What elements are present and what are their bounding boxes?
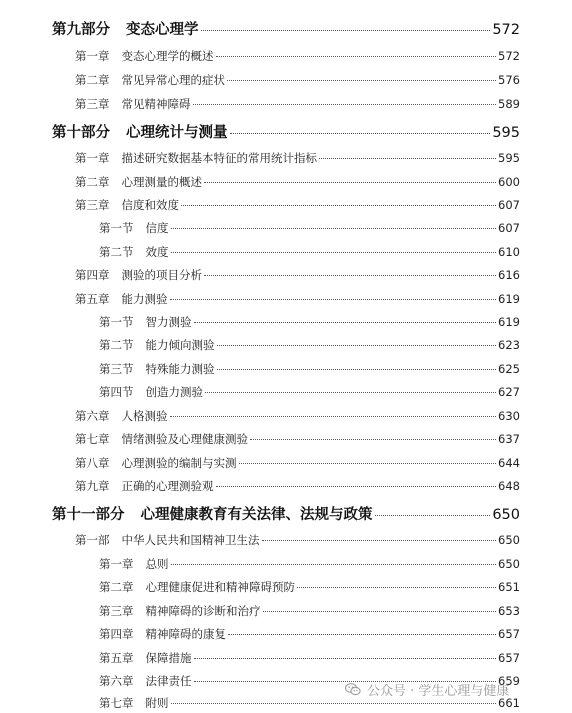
toc-page-number: 627 [498, 385, 520, 399]
toc-page-number: 607 [498, 221, 520, 235]
toc-section[interactable] [99, 579, 520, 595]
toc-number: 第八章 [75, 456, 110, 470]
toc-number: 第一节 [99, 221, 134, 235]
toc-chapter[interactable] [75, 478, 520, 494]
toc-section[interactable] [99, 650, 520, 666]
toc-title: 法律责任 [145, 674, 192, 688]
wechat-icon [345, 683, 361, 696]
toc-title: 人格测验 [121, 409, 168, 423]
toc-title: 总则 [145, 557, 169, 571]
toc-chapter[interactable] [75, 150, 520, 166]
toc-number: 第一节 [99, 315, 134, 329]
toc-chapter[interactable] [75, 48, 520, 64]
toc-page-number: 625 [498, 362, 520, 376]
toc-title: 心理统计与测量 [126, 125, 228, 141]
toc-number: 第二节 [99, 245, 134, 259]
toc-number: 第三节 [99, 362, 134, 376]
toc-title: 信度 [145, 221, 169, 235]
toc-number: 第五章 [99, 651, 134, 665]
toc-page-number: 644 [498, 456, 520, 470]
toc-page-number: 600 [498, 175, 520, 189]
toc-title: 中华人民共和国精神卫生法 [121, 533, 260, 547]
toc-page-number: 619 [498, 292, 520, 306]
toc-number: 第四章 [75, 268, 110, 282]
toc-chapter[interactable] [75, 174, 520, 190]
toc-section[interactable] [99, 337, 520, 353]
toc-number: 第六章 [75, 409, 110, 423]
toc-number: 第七章 [75, 432, 110, 446]
toc-section[interactable] [99, 556, 520, 572]
toc-title: 效度 [145, 245, 169, 259]
dot-leader [216, 486, 497, 487]
dot-leader [204, 275, 496, 276]
dot-leader [239, 463, 497, 464]
toc-number: 第十部分 [52, 125, 110, 141]
toc-number: 第二章 [75, 73, 110, 87]
toc-title: 心理测验的编制与实测 [121, 456, 237, 470]
toc-title: 情绪测验及心理健康测验 [121, 432, 248, 446]
dot-leader [171, 252, 497, 253]
toc-title: 心理测量的概述 [121, 175, 202, 189]
toc-number: 第三章 [75, 198, 110, 212]
toc-page-number: 637 [498, 432, 520, 446]
toc-page-number: 657 [498, 627, 520, 641]
toc-page-number: 648 [498, 479, 520, 493]
watermark-text: 公众号 · 学生心理与健康 [367, 684, 510, 699]
toc-number: 第一章 [75, 49, 110, 63]
toc-page-number: 589 [498, 97, 520, 111]
toc-title: 心理健康促进和精神障碍预防 [145, 580, 295, 594]
toc-number: 第四节 [99, 385, 134, 399]
toc-title: 保障措施 [145, 651, 192, 665]
toc-section[interactable] [99, 220, 520, 236]
dot-leader [171, 228, 497, 229]
toc-number: 第一章 [75, 151, 110, 165]
dot-leader [228, 634, 496, 635]
toc-page-number: 595 [498, 151, 520, 165]
toc-part[interactable] [52, 503, 520, 524]
toc-title: 常见精神障碍 [121, 97, 191, 111]
toc-page-number: 653 [498, 604, 520, 618]
toc-page-number: 619 [498, 315, 520, 329]
toc-title: 能力倾向测验 [145, 338, 215, 352]
dot-leader [181, 205, 496, 206]
toc-part[interactable] [52, 18, 520, 39]
toc-number: 第二节 [99, 338, 134, 352]
toc-number: 第三章 [75, 97, 110, 111]
toc-page-number: 623 [498, 338, 520, 352]
dot-leader [250, 439, 496, 440]
toc-chapter[interactable] [75, 72, 520, 88]
dot-leader [205, 392, 496, 393]
toc-page-number: 661 [498, 696, 520, 710]
toc-title: 变态心理学 [126, 22, 199, 38]
toc-chapter[interactable] [75, 197, 520, 213]
toc-title: 创造力测验 [145, 385, 203, 399]
dot-leader [297, 587, 496, 588]
dot-leader [262, 540, 497, 541]
toc-page-number: 650 [498, 557, 520, 571]
dot-leader [227, 80, 496, 81]
toc-section[interactable] [99, 361, 520, 377]
toc-number: 第九章 [75, 479, 110, 493]
toc-page-number: 607 [498, 198, 520, 212]
toc-page-number: 657 [498, 651, 520, 665]
dot-leader [263, 611, 497, 612]
toc-number: 第一章 [99, 557, 134, 571]
toc-number: 第六章 [99, 674, 134, 688]
toc-page-number: 572 [492, 22, 520, 38]
dot-leader [216, 56, 497, 57]
toc-chapter[interactable] [75, 291, 520, 307]
toc-section[interactable] [99, 626, 520, 642]
toc-number: 第七章 [99, 696, 134, 710]
toc-page-number: 610 [498, 245, 520, 259]
toc-title: 特殊能力测验 [145, 362, 215, 376]
toc-page-number: 651 [498, 580, 520, 594]
toc-page-number: 650 [492, 507, 520, 523]
toc-chapter[interactable] [75, 267, 520, 283]
toc-section[interactable] [99, 244, 520, 260]
toc-chapter[interactable] [75, 96, 520, 112]
toc-title: 信度和效度 [121, 198, 179, 212]
dot-leader [171, 564, 497, 565]
toc-title: 心理健康教育有关法律、法规与政策 [140, 507, 373, 523]
toc-title: 常见异常心理的症状 [121, 73, 225, 87]
dot-leader [375, 515, 491, 516]
toc-part[interactable] [52, 121, 520, 142]
toc-number: 第二章 [75, 175, 110, 189]
toc-chapter[interactable] [75, 431, 520, 447]
toc-number: 第一部 [75, 533, 110, 547]
toc-section[interactable] [99, 314, 520, 330]
toc-title: 变态心理学的概述 [121, 49, 214, 63]
toc-title: 附则 [145, 696, 169, 710]
toc-title: 测验的项目分析 [121, 268, 202, 282]
dot-leader [194, 322, 497, 323]
toc-number: 第五章 [75, 292, 110, 306]
dot-leader [204, 182, 496, 183]
toc-title: 智力测验 [145, 315, 192, 329]
dot-leader [230, 133, 491, 134]
dot-leader [193, 104, 497, 105]
toc-section[interactable] [99, 603, 520, 619]
dot-leader [319, 158, 496, 159]
toc-section[interactable] [99, 384, 520, 400]
dot-leader [170, 299, 497, 300]
toc-number: 第二章 [99, 580, 134, 594]
dot-leader [217, 369, 497, 370]
toc-page-number: 572 [498, 49, 520, 63]
toc-page-number: 595 [492, 125, 520, 141]
dot-leader [194, 658, 497, 659]
watermark [345, 680, 509, 699]
dot-leader [170, 416, 497, 417]
toc-page-number: 616 [498, 268, 520, 282]
toc-chapter[interactable] [75, 532, 520, 548]
toc-chapter[interactable] [75, 408, 520, 424]
toc-number: 第四章 [99, 627, 134, 641]
toc-page-number: 630 [498, 409, 520, 423]
toc-title: 能力测验 [121, 292, 168, 306]
toc-number: 第三章 [99, 604, 134, 618]
toc-page-number: 659 [498, 674, 520, 688]
toc-number: 第九部分 [52, 22, 110, 38]
toc-title: 描述研究数据基本特征的常用统计指标 [121, 151, 317, 165]
toc-page-number: 650 [498, 533, 520, 547]
dot-leader [201, 30, 491, 31]
toc-title: 精神障碍的康复 [145, 627, 226, 641]
toc-number: 第十一部分 [52, 507, 125, 523]
toc-title: 精神障碍的诊断和治疗 [145, 604, 261, 618]
dot-leader [217, 345, 497, 346]
dot-leader [171, 703, 497, 704]
toc-title: 正确的心理测验观 [121, 479, 214, 493]
toc-chapter[interactable] [75, 455, 520, 471]
toc-page-number: 576 [498, 73, 520, 87]
